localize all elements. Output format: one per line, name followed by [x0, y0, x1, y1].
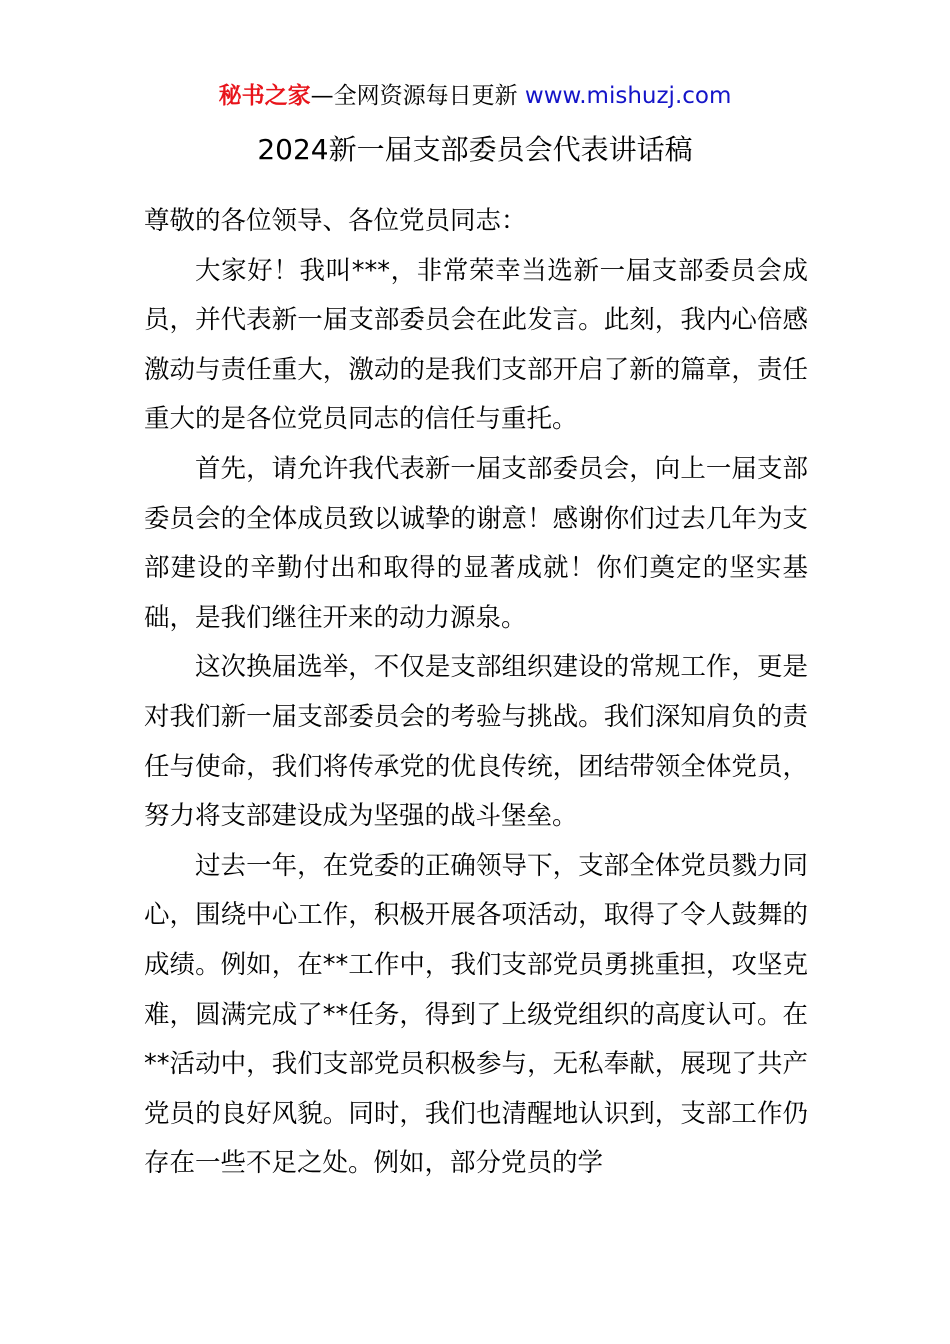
document-title: 2024新一届支部委员会代表讲话稿: [257, 133, 693, 166]
salutation: 尊敬的各位领导、各位党员同志：: [144, 206, 527, 236]
paragraph-greeting: 大家好！我叫***，非常荣幸当选新一届支部委员会成员，并代表新一届支部委员会在此发言。此刻，我内心倍感激动与责任重大，激动的是我们支部开启了新的篇章，责任重大的是各位党员同志的信任与重托。: [144, 255, 808, 435]
paragraph-election: 这次换届选举，不仅是支部组织建设的常规工作，更是对我们新一届支部委员会的考验与挑战。我们深知肩负的责任与使命，我们将传承党的优良传统，团结带领全体党员，努力将支部建设成为坚强的战斗堡垒。: [144, 652, 808, 832]
paragraph-review: 过去一年，在党委的正确领导下，支部全体党员戮力同心，围绕中心工作，积极开展各项活动，取得了令人鼓舞的成绩。例如，在**工作中，我们支部党员勇挑重担，攻坚克难，圆满完成了**任务，得到了上级党组织的高度认可。在**活动中，我们支部党员积极参与，无私奉献，展现了共产党员的良好风貌。同时，我们也清醒地认识到，支部工作仍存在一些不足之处。例如，部分党员的学: [144, 850, 808, 1179]
site-url-link[interactable]: www.mishuzj.com: [524, 83, 732, 109]
brand-name: 秘书之家: [218, 83, 311, 109]
header-tagline: —全网资源每日更新: [310, 83, 525, 109]
paragraph-thanks: 首先，请允许我代表新一届支部委员会，向上一届支部委员会的全体成员致以诚挚的谢意！感谢你们过去几年为支部建设的辛勤付出和取得的显著成就！你们奠定的坚实基础，是我们继往开来的动力源泉。: [144, 453, 808, 633]
document-body: [144, 197, 808, 1189]
site-header: [0, 80, 950, 112]
